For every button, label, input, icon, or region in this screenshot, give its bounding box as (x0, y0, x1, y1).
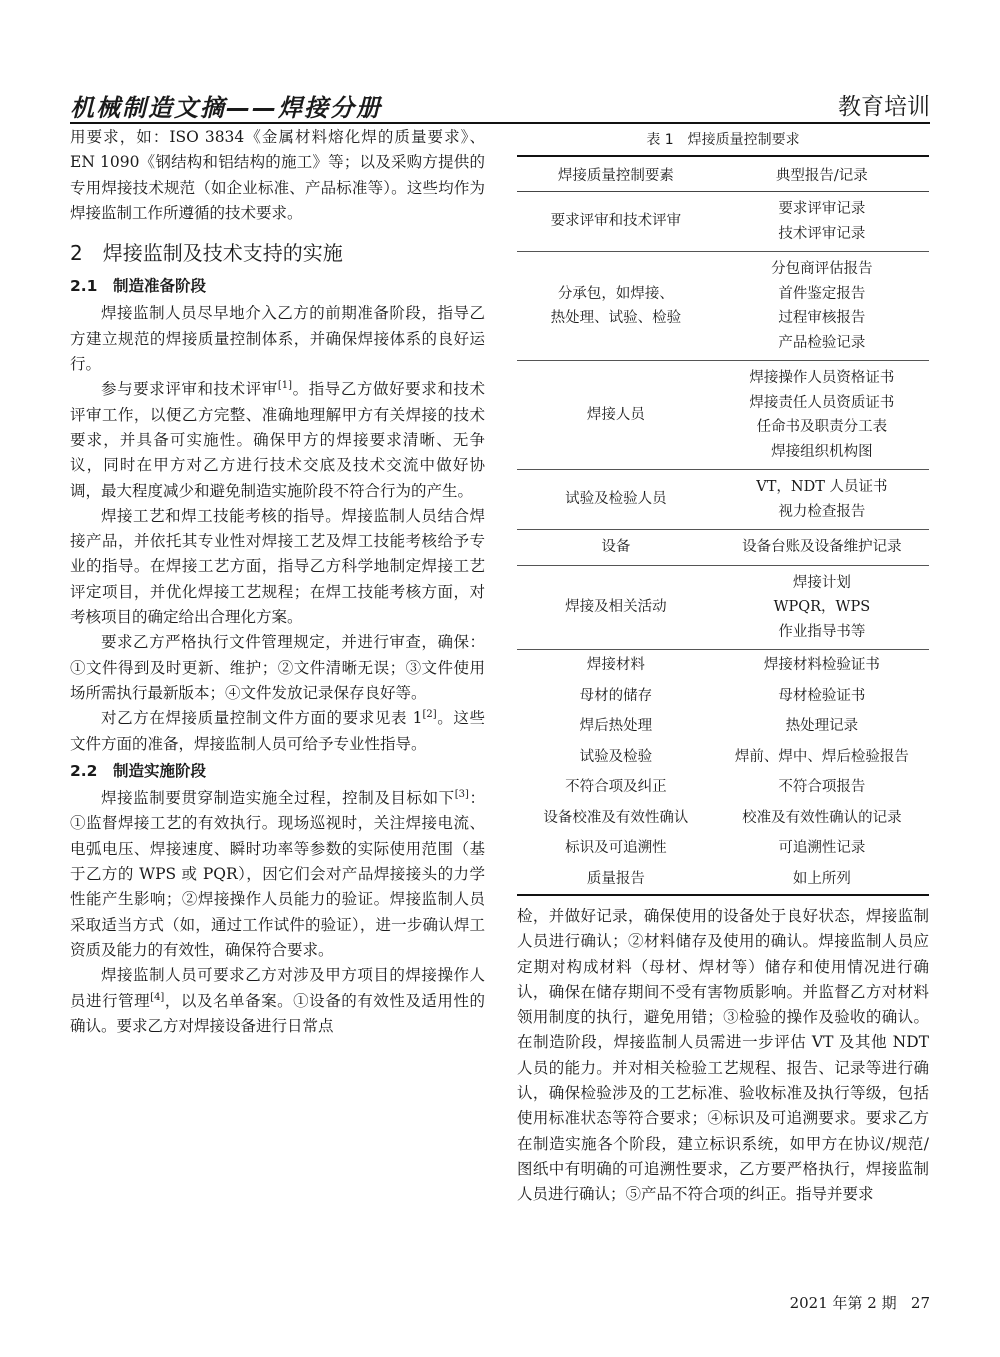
cell-text: 母材检验证书 (778, 687, 866, 704)
table-row (517, 530, 929, 566)
cell-text: 校准及有效性确认的记录 (742, 809, 902, 826)
table-header-records: 典型报告/记录 (715, 156, 929, 192)
table-row (517, 681, 929, 712)
table-cell-records (715, 681, 929, 712)
table-cell-records (715, 252, 929, 361)
cell-text: 首件鉴定报告 (778, 285, 866, 302)
cell-text: 焊接操作人员资格证书 (749, 370, 895, 386)
citation: [4] (150, 991, 165, 1003)
cell-text: 要求评审记录 (778, 201, 866, 217)
cell-text: 试验及检验 (579, 748, 653, 765)
table-row (517, 361, 929, 470)
cell-text: 母材的储存 (579, 687, 653, 704)
cell-text: 技术评审记录 (778, 225, 866, 242)
paragraph: 焊接监制人员可要求乙方对涉及甲方项目的焊接操作人员进行管理[4]，以及名单备案。①设备的有效性及适用性的确认。要求乙方对焊接设备进行日常点 (70, 966, 485, 1035)
table-cell-element (517, 772, 715, 803)
table-header-element: 焊接质量控制要素 (517, 156, 715, 192)
table-cell-records (715, 650, 929, 681)
cell-text: 产品检验记录 (778, 334, 866, 351)
header-rule (70, 122, 930, 124)
table-cell-element (517, 864, 715, 896)
table-cell-element (517, 192, 715, 252)
table-cell-records (715, 711, 929, 742)
left-column (70, 125, 485, 1039)
quality-control-table (517, 125, 929, 896)
section-heading: 2 焊接监制及技术支持的实施 (70, 241, 343, 266)
issue-label: 2021 年第 2 期 (789, 1294, 897, 1312)
table-row (517, 711, 929, 742)
page-footer (790, 1292, 930, 1313)
cell-text: WPQR，WPS (773, 599, 871, 615)
cell-text: 分承包，如焊接、 (557, 285, 674, 302)
table-cell-records (715, 864, 929, 896)
table-cell-records (715, 742, 929, 773)
table-row (517, 742, 929, 773)
paragraph: 检，并做好记录，确保使用的设备处于良好状态，焊接监制人员进行确认；②材料储存及使用的确认。焊接监制人员应定期对构成材料（母材、焊材等）储存和使用情况进行确认，确保在储存期间不受有害物质影响。并监督乙方对材料领用制度的执行，避免用错；③检验的操作及验收的确认。在制造阶段，焊接监制人员需进一步评估 VT 及其他 NDT 人员的能力。并对相关检验工艺规程、报告、记录等进行确认，确保检验涉及的工艺标准、验收标准及执行等级，包括使用标准状态等符合要求；④标识及可追溯要求。要求乙方在制造实施各个阶段，建立标识系统，如甲方在协议/规范/图纸中有明确的可追溯性要求，乙方要严格执行，焊接监制人员进行确认；⑤产品不符合项的纠正。指导并要求 (517, 907, 929, 1204)
citation: [3] (454, 788, 469, 800)
table-cell-element (517, 742, 715, 773)
paragraph: 焊接工艺和焊工技能考核的指导。焊接监制人员结合焊接产品，并依托其专业性对焊接工艺及焊工技能考核给予专业的指导。在焊接工艺方面，指导乙方科学地制定焊接工艺评定项目，并优化焊接工艺规程；在焊工技能考核方面，对考核项目的确定给出合理化方案。 (70, 506, 485, 627)
table-row (517, 470, 929, 530)
cell-text: 标识及可追溯性 (565, 840, 667, 856)
section-name: 教育培训 (838, 94, 930, 120)
paragraph: 参与要求评审和技术评审[1]。指导乙方做好要求和技术评审工作，以便乙方完整、准确地理解甲方有关焊接的技术要求，并具备可实施性。确保甲方的焊接要求清晰、无争议，同时在甲方对乙方进行技术交底及技术交流中做好协调，最大程度减少和避免制造实施阶段不符合行为的产生。 (70, 380, 485, 500)
table-cell-records (715, 470, 929, 530)
cell-text: 分包商评估报告 (771, 261, 873, 277)
cell-text: 作业指导书等 (778, 623, 866, 640)
cell-text: 不符合项及纠正 (565, 779, 667, 795)
paragraph: 焊接监制人员尽早地介入乙方的前期准备阶段，指导乙方建立规范的焊接质量控制体系，并确保焊接体系的良好运行。 (70, 304, 485, 374)
table-cell-records (715, 565, 929, 650)
cell-text: 任命书及职责分工表 (756, 419, 888, 435)
paragraph: 焊接监制要贯穿制造实施全过程，控制及目标如下[3]：①监督焊接工艺的有效执行。现场巡视时，关注焊接电流、电弧电压、焊接速度、瞬时功率等参数的实际使用范围（基于乙方的 WPS 或 PQR），因它们会对产品焊接接头的力学性能产生影响；②焊接操作人员能力的验证。焊接监制人员采取适当方式（如，通过工作试件的验证），进一步确认焊工资质及能力的有效性，确保符合要求。 (70, 788, 485, 959)
table-cell-element (517, 252, 715, 361)
cell-text: 视力检查报告 (778, 503, 866, 520)
table-cell-element (517, 470, 715, 530)
cell-text: 过程审核报告 (778, 310, 866, 326)
table-row (517, 833, 929, 864)
right-column (517, 904, 929, 1208)
cell-text: 焊后热处理 (579, 718, 653, 734)
cell-text: 焊接计划 (792, 574, 851, 591)
cell-text: 试验及检验人员 (565, 491, 667, 508)
cell-text: 焊接组织机构图 (771, 443, 873, 460)
cell-text: 焊前、焊中、焊后检验报告 (734, 748, 909, 765)
table (517, 155, 929, 896)
table-cell-records (715, 192, 929, 252)
subsection-heading: 2.1 制造准备阶段 (70, 277, 206, 296)
table-cell-records (715, 530, 929, 566)
table-row (517, 192, 929, 252)
table-cell-element (517, 833, 715, 864)
table-cell-element (517, 681, 715, 712)
table-cell-element (517, 530, 715, 566)
cell-text: 设备校准及有效性确认 (543, 809, 689, 826)
subsection-heading: 2.2 制造实施阶段 (70, 761, 206, 780)
table-row (517, 565, 929, 650)
cell-text: 焊接及相关活动 (565, 599, 667, 615)
table-cell-element (517, 650, 715, 681)
journal-title: 机械制造文摘——焊接分册 (70, 94, 382, 122)
table-cell-records (715, 361, 929, 470)
table-cell-element (517, 565, 715, 650)
table-cell-element (517, 361, 715, 470)
cell-text: 设备台账及设备维护记录 (742, 539, 902, 555)
table-cell-records (715, 803, 929, 834)
cell-text: 焊接人员 (586, 406, 645, 423)
cell-text: 如上所列 (792, 870, 851, 887)
table-row (517, 772, 929, 803)
table-cell-records (715, 772, 929, 803)
citation: [1] (277, 380, 293, 392)
cell-text: 热处理记录 (785, 718, 859, 734)
table-row (517, 803, 929, 834)
table-cell-element (517, 711, 715, 742)
cell-text: 不符合项报告 (778, 779, 866, 795)
page-number: 27 (910, 1294, 930, 1312)
cell-text: 焊接责任人员资质证书 (749, 394, 895, 411)
cell-text: 设备 (601, 539, 631, 555)
cell-text: 要求评审和技术评审 (550, 213, 682, 230)
cell-text: 可追溯性记录 (778, 840, 866, 856)
cell-text: 焊接材料 (586, 657, 645, 673)
paragraph: 对乙方在焊接质量控制文件方面的要求见表 1[2]。这些文件方面的准备，焊接监制人员可给予专业性指导。 (70, 709, 485, 753)
cell-text: 质量报告 (586, 870, 645, 887)
table-cell-element (517, 803, 715, 834)
cell-text: VT，NDT 人员证书 (756, 479, 888, 495)
paragraph: 要求乙方严格执行文件管理规定，并进行审查，确保：①文件得到及时更新、维护；②文件清晰无误；③文件使用场所需执行最新版本；④文件发放记录保存良好等。 (70, 633, 485, 702)
citation: [2] (422, 709, 437, 721)
table-row (517, 650, 929, 681)
table-title: 表 1 焊接质量控制要求 (646, 132, 800, 148)
cell-text: 焊接材料检验证书 (763, 657, 880, 673)
table-row (517, 864, 929, 896)
table-row (517, 252, 929, 361)
cell-text: 热处理、试验、检验 (550, 310, 682, 326)
paragraph: 用要求，如：ISO 3834《金属材料熔化焊的质量要求》、EN 1090《钢结构和铝结构的施工》等；以及采购方提供的专用焊接技术规范（如企业标准、产品标准等）。这些均作为焊接监制工作所遵循的技术要求。 (70, 128, 485, 222)
table-cell-records (715, 833, 929, 864)
